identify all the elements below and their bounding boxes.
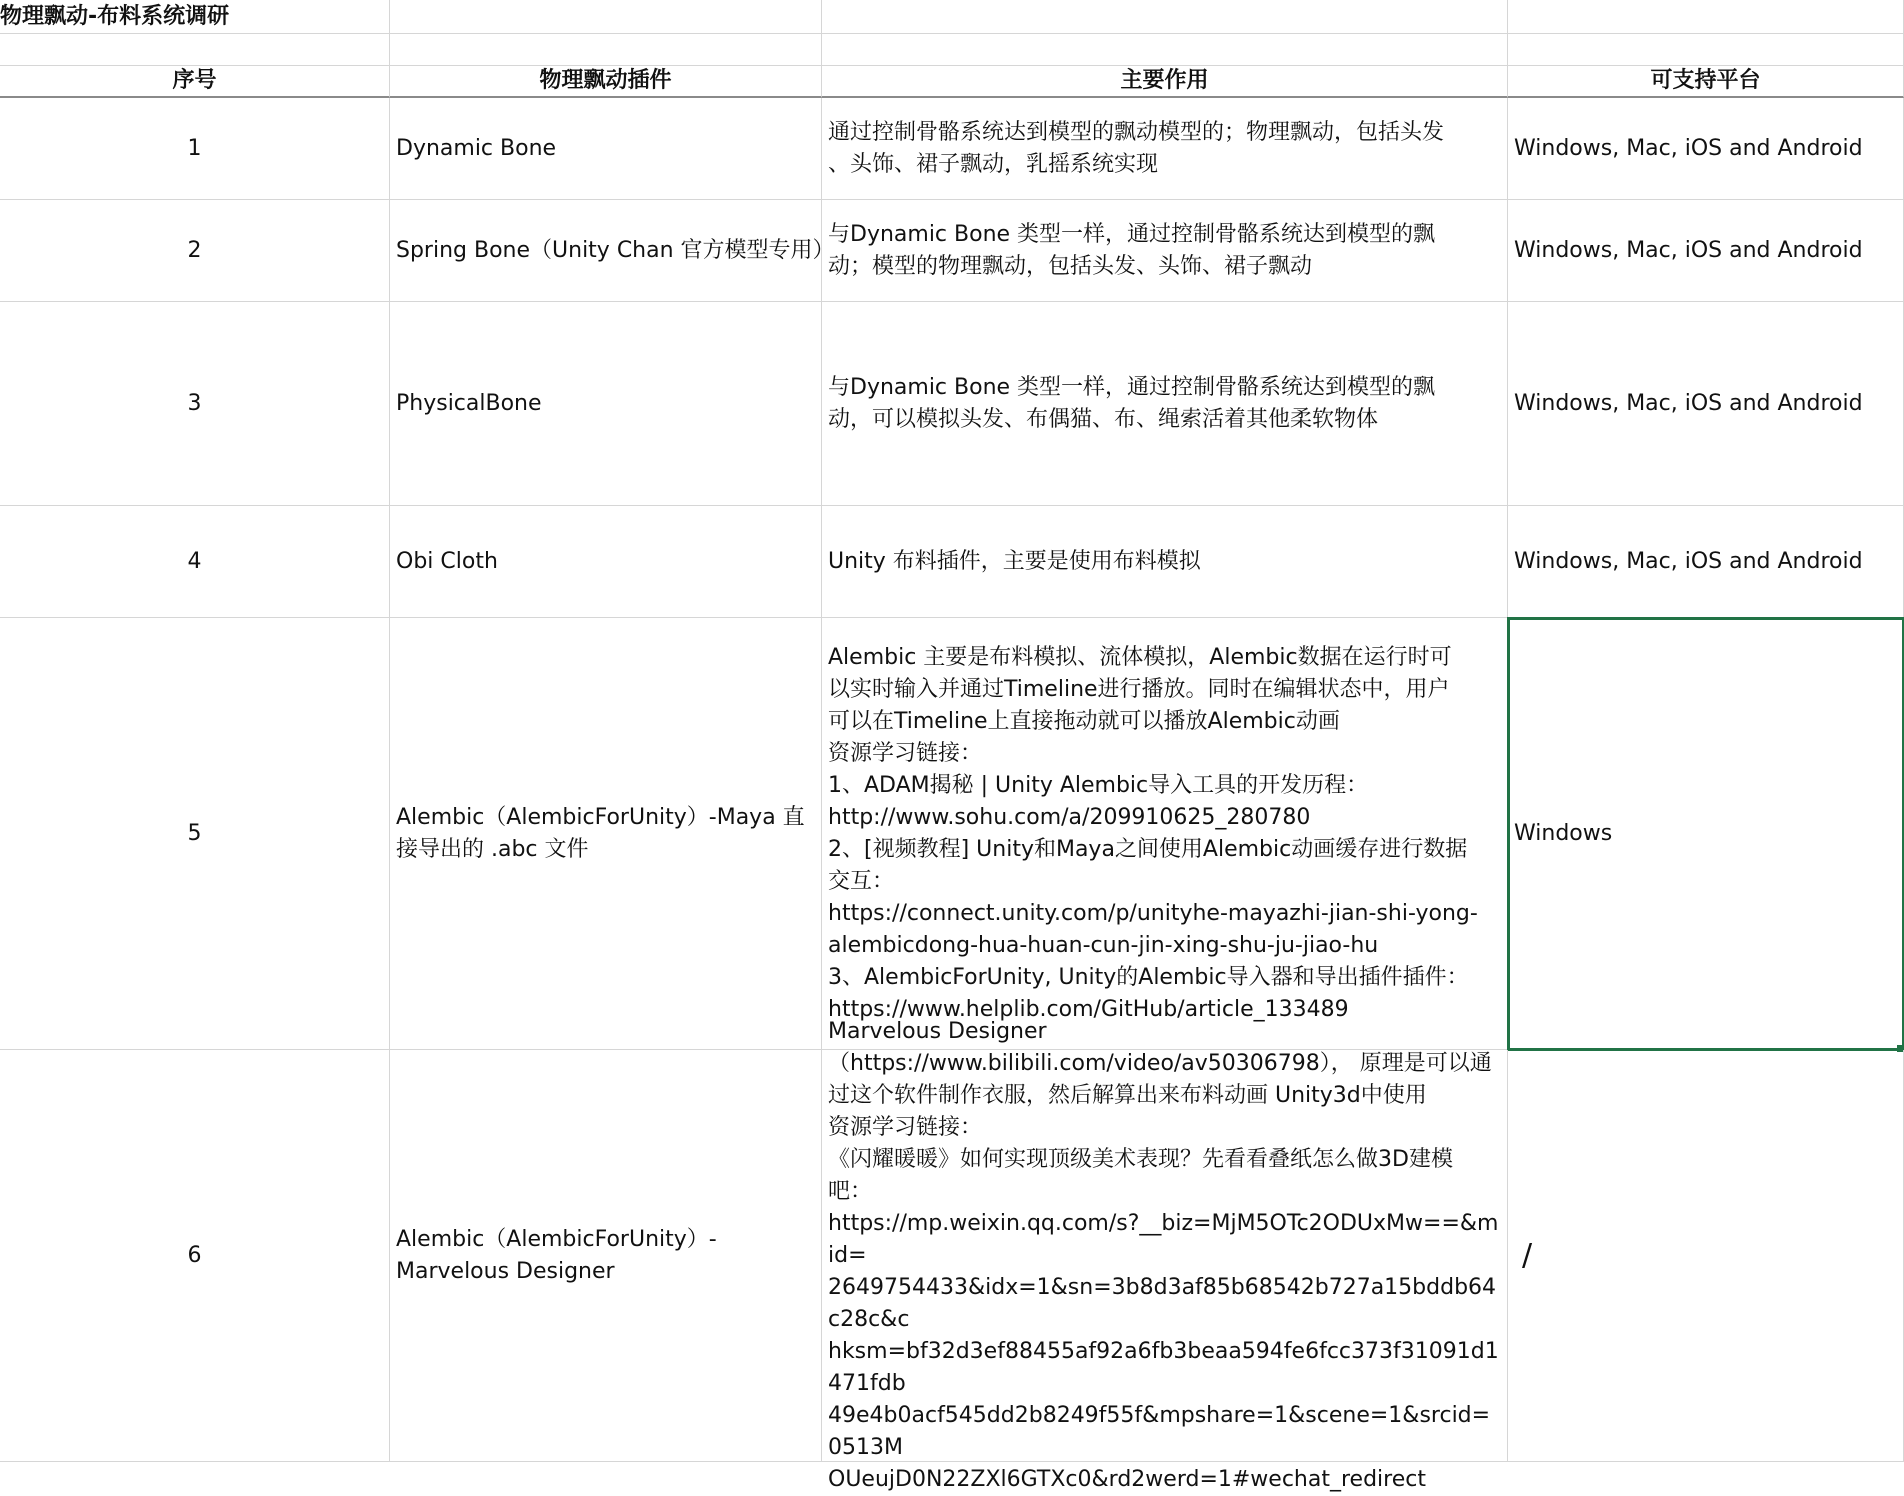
empty-cell[interactable] xyxy=(822,0,1508,34)
row-6-purpose-cell[interactable] xyxy=(822,1018,1508,1492)
header-index[interactable] xyxy=(0,66,390,98)
row-index: 2 xyxy=(187,237,202,263)
plugin-platform: Windows, Mac, iOS and Android xyxy=(1514,390,1863,416)
row-1-platform-cell[interactable] xyxy=(1508,98,1904,200)
row-2-plugin-cell[interactable] xyxy=(390,200,835,302)
plugin-platform: Windows, Mac, iOS and Android xyxy=(1514,135,1863,161)
row-4-platform-cell[interactable] xyxy=(1508,506,1904,618)
row-6-plugin-cell[interactable] xyxy=(390,1050,822,1462)
header-plugin-label: 物理飘动插件 xyxy=(539,68,672,93)
row-4-purpose-cell[interactable] xyxy=(822,506,1508,618)
header-platform[interactable] xyxy=(1508,66,1904,98)
row-1-plugin-cell[interactable] xyxy=(390,98,822,200)
plugin-name: Alembic（AlembicForUnity）- Marvelous Designer xyxy=(396,1226,717,1284)
row-3-platform-cell[interactable] xyxy=(1508,302,1904,506)
row-5-platform-cell-selected[interactable] xyxy=(1508,618,1904,1050)
row-3-index-cell[interactable] xyxy=(0,302,390,506)
row-2-platform-cell[interactable] xyxy=(1508,200,1904,302)
plugin-platform: Windows, Mac, iOS and Android xyxy=(1514,548,1863,574)
row-index: 1 xyxy=(187,135,202,161)
plugin-purpose: Unity 布料插件，主要是使用布料模拟 xyxy=(828,548,1201,574)
plugin-purpose: Marvelous Designer （https://www.bilibili.com/video/av50306798）， 原理是可以通 过这个软件制作衣服，然后解算出来布料动画 Unity3d中使用 资源学习链接： 《闪耀暖暖》如何实现顶级美术表现？先看看叠纸怎么做3D建模 吧： https://mp.weixin.qq.com/s?__biz=MjM5OTc2ODUxMw==&mid= 2649754433&idx=1&sn=3b8d3af85b68542b727a15bddb64c28c&c hksm=bf32d3ef88455af92a6fb3beaa594fe6fcc373f31091d1471fdb 49e4b0acf545dd2b8249f55f&mpshare=1&scene=1&srcid=0513M OUeujD0N22ZXl6GTXc0&rd2werd=1#wechat_redirect xyxy=(828,1018,1499,1492)
plugin-purpose: 与Dynamic Bone 类型一样，通过控制骨骼系统达到模型的飘 动；模型的物理飘动，包括头发、头饰、裙子飘动 xyxy=(828,221,1436,279)
sheet-title-cell[interactable] xyxy=(0,0,390,34)
header-index-label: 序号 xyxy=(172,68,217,93)
row-5-index-cell[interactable] xyxy=(0,618,390,1050)
row-4-index-cell[interactable] xyxy=(0,506,390,618)
row-5-plugin-cell[interactable] xyxy=(390,618,822,1050)
row-index: 5 xyxy=(187,820,202,846)
plugin-purpose: Alembic 主要是布料模拟、流体模拟，Alembic数据在运行时可 以实时输入并通过Timeline进行播放。同时在编辑状态中，用户 可以在Timeline上直接拖动就可以播放Alembic动画 资源学习链接： 1、ADAM揭秘 | Unity Alembic导入工具的开发历程： http://www.sohu.com/a/209910625_280780 2、[视频教程] Unity和Maya之间使用Alembic动画缓存进行数据 交互： https://connect.unity.com/p/unityhe-mayazhi-jian-shi-yong- alembicdong-hua-huan-cun-jin-xing-shu-ju-jiao-hu 3、AlembicForUnity, Unity的Alembic导入器和导出插件插件： https://www.helplib.com/GitHub/article_133489 xyxy=(828,644,1478,1022)
header-purpose[interactable] xyxy=(822,66,1508,98)
plugin-platform: Windows xyxy=(1514,820,1613,846)
header-purpose-label: 主要作用 xyxy=(1120,68,1209,93)
plugin-platform: Windows, Mac, iOS and Android xyxy=(1514,237,1863,263)
sheet-title: 物理飘动-布料系统调研 xyxy=(0,3,230,29)
row-5-purpose-cell[interactable] xyxy=(822,618,1508,1050)
plugin-name: Obi Cloth xyxy=(396,548,498,574)
row-index: 6 xyxy=(187,1242,202,1268)
empty-cell[interactable] xyxy=(1508,0,1904,34)
plugin-name: PhysicalBone xyxy=(396,390,542,416)
empty-cell[interactable] xyxy=(390,34,822,66)
plugin-name: Spring Bone（Unity Chan 官方模型专用） xyxy=(396,237,835,263)
header-platform-label: 可支持平台 xyxy=(1650,68,1761,93)
header-plugin[interactable] xyxy=(390,66,822,98)
plugin-platform: / xyxy=(1522,1237,1533,1273)
empty-cell[interactable] xyxy=(822,34,1508,66)
plugin-purpose: 通过控制骨骼系统达到模型的飘动模型的；物理飘动，包括头发 、头饰、裙子飘动，乳摇系统实现 xyxy=(828,119,1445,177)
empty-cell[interactable] xyxy=(390,0,822,34)
row-1-index-cell[interactable] xyxy=(0,98,390,200)
row-6-index-cell[interactable] xyxy=(0,1050,390,1462)
plugin-name: Alembic（AlembicForUnity）-Maya 直 接导出的 .abc 文件 xyxy=(396,804,805,862)
empty-cell[interactable] xyxy=(0,34,390,66)
row-2-index-cell[interactable] xyxy=(0,200,390,302)
row-4-plugin-cell[interactable] xyxy=(390,506,822,618)
plugin-name: Dynamic Bone xyxy=(396,135,557,161)
row-index: 4 xyxy=(187,548,202,574)
row-1-purpose-cell[interactable] xyxy=(822,98,1508,200)
row-3-purpose-cell[interactable] xyxy=(822,302,1508,506)
row-index: 3 xyxy=(187,390,202,416)
plugin-purpose: 与Dynamic Bone 类型一样，通过控制骨骼系统达到模型的飘 动，可以模拟头发、布偶猫、布、绳索活着其他柔软物体 xyxy=(828,374,1436,432)
row-3-plugin-cell[interactable] xyxy=(390,302,822,506)
empty-cell[interactable] xyxy=(1508,34,1904,66)
row-6-platform-cell[interactable] xyxy=(1508,1050,1904,1462)
row-2-purpose-cell[interactable] xyxy=(822,200,1508,302)
